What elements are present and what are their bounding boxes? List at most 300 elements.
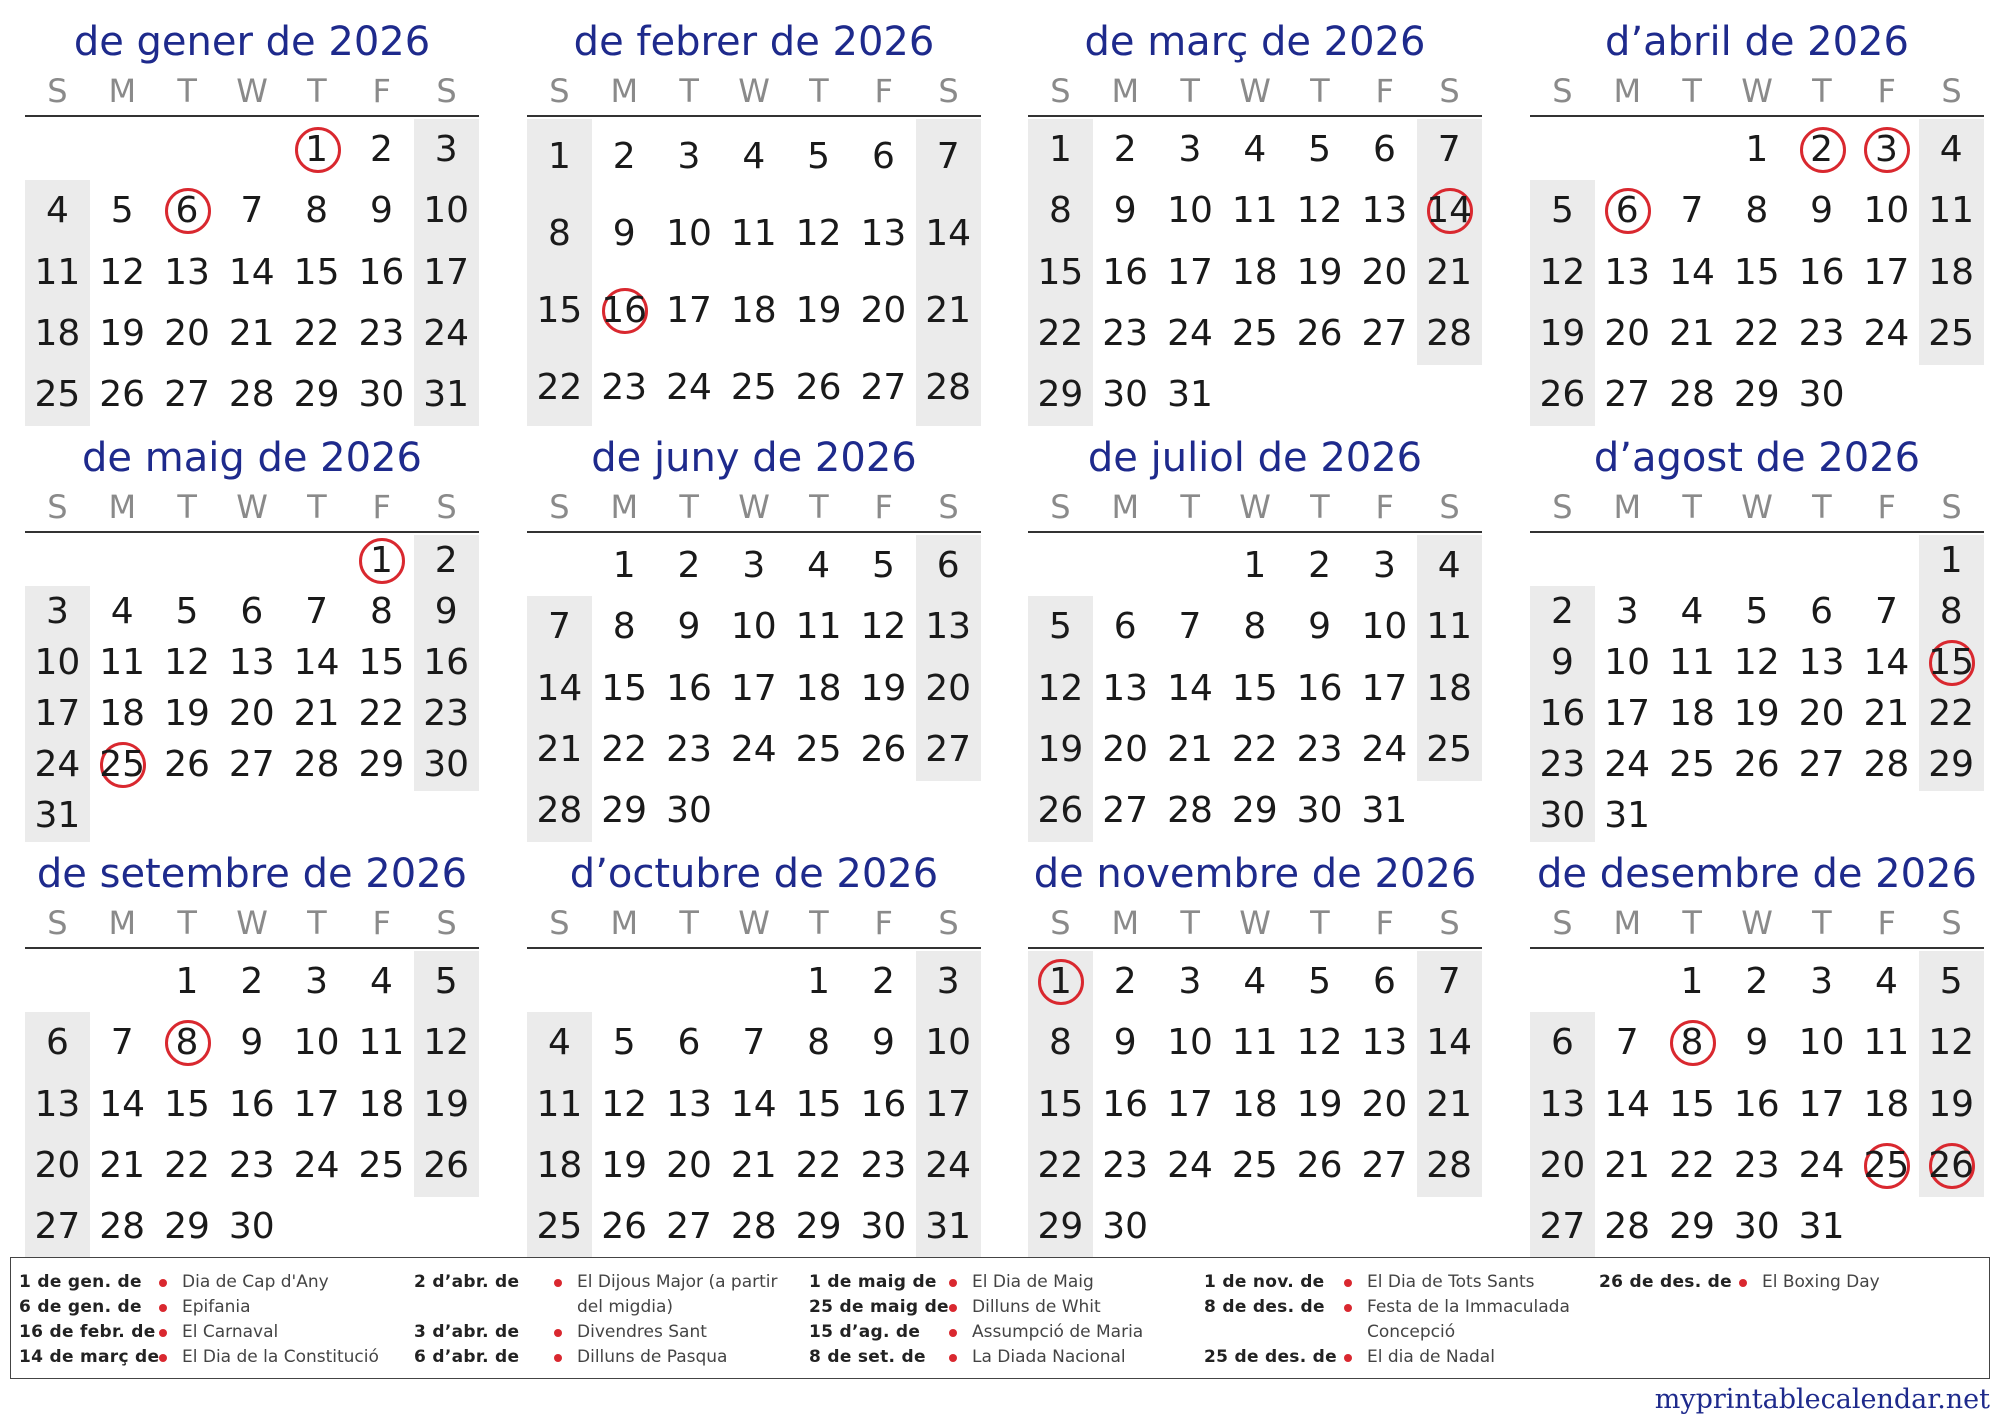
- weekday-header: [1028, 487, 1482, 527]
- weekday-label: S: [1552, 72, 1573, 110]
- day-number: 8: [1680, 1022, 1704, 1064]
- day-number: 29: [164, 1206, 210, 1248]
- day-number: 26: [601, 1206, 648, 1248]
- day-number: 17: [34, 693, 81, 735]
- holiday-name: El Carnaval: [182, 1322, 279, 1342]
- day-number: 13: [1539, 1083, 1586, 1125]
- day-number: 3: [305, 960, 329, 1002]
- day-number: 19: [601, 1144, 648, 1186]
- day-number: 22: [795, 1144, 842, 1186]
- month-day-grid: [1530, 535, 1984, 842]
- day-number: 7: [936, 136, 960, 178]
- day-number: 30: [1798, 374, 1845, 416]
- day-number: 2: [1745, 960, 1769, 1002]
- day-number: 16: [358, 251, 405, 293]
- weekday-label: W: [236, 72, 268, 110]
- day-number: 8: [807, 1022, 831, 1064]
- month-title: d’octubre de 2026: [569, 851, 939, 897]
- day-number: 3: [742, 544, 766, 586]
- day-number: 29: [1231, 790, 1278, 832]
- month-block: [527, 18, 981, 428]
- weekday-label: F: [372, 72, 391, 110]
- day-number: 1: [1745, 128, 1769, 170]
- day-number: 19: [860, 667, 907, 709]
- day-number: 28: [925, 366, 972, 408]
- day-number: 4: [1939, 128, 1963, 170]
- legend-item: [11, 1270, 401, 1295]
- day-number: 10: [1167, 1022, 1213, 1064]
- month-title: d’abril de 2026: [1605, 19, 1909, 65]
- day-number: 8: [1939, 590, 1963, 632]
- day-number: 9: [1113, 1022, 1137, 1064]
- day-number: 2: [1550, 590, 1574, 632]
- weekday-label: S: [938, 72, 959, 110]
- day-number: 19: [795, 289, 842, 331]
- weekday-label: F: [1375, 72, 1394, 110]
- day-number: 25: [730, 366, 777, 408]
- day-number: 28: [293, 744, 340, 786]
- holiday-name: Dilluns de Whit: [972, 1297, 1101, 1317]
- day-number: 31: [1798, 1206, 1845, 1248]
- weekday-label: W: [738, 72, 770, 110]
- day-number: 11: [34, 251, 81, 293]
- day-number: 15: [293, 251, 340, 293]
- legend-item: [801, 1345, 1191, 1370]
- month-day-grid: [25, 535, 479, 842]
- month-block: [1028, 18, 1482, 428]
- day-number: 20: [1102, 728, 1149, 770]
- day-number: 18: [358, 1083, 405, 1125]
- day-number: 12: [1928, 1022, 1975, 1064]
- day-number: 1: [1939, 539, 1963, 581]
- day-number: 27: [34, 1206, 81, 1248]
- bullet-icon: [1344, 1279, 1352, 1287]
- day-number: 4: [1243, 128, 1267, 170]
- holiday-date: 15 d’ag. de: [809, 1322, 921, 1342]
- month-title: de desembre de 2026: [1537, 851, 1977, 897]
- day-number: 20: [925, 667, 972, 709]
- day-number: 8: [175, 1022, 199, 1064]
- day-number: 29: [1037, 374, 1084, 416]
- day-number: 22: [164, 1144, 210, 1186]
- holiday-name: El Dijous Major (a partir del migdia): [577, 1272, 778, 1317]
- day-number: 21: [1669, 312, 1715, 354]
- day-number: 11: [1231, 1022, 1278, 1064]
- day-number: 20: [1798, 693, 1845, 735]
- day-number: 20: [860, 289, 907, 331]
- bullet-icon: [1739, 1279, 1747, 1287]
- legend-column: [406, 1270, 796, 1370]
- legend-column: [1196, 1270, 1586, 1370]
- day-number: 12: [423, 1022, 470, 1064]
- day-number: 29: [1928, 744, 1975, 786]
- day-number: 4: [369, 960, 393, 1002]
- day-number: 10: [1361, 606, 1408, 648]
- day-number: 24: [1361, 728, 1408, 770]
- header-divider: [527, 947, 981, 949]
- day-number: 14: [730, 1083, 777, 1125]
- legend-item: [406, 1270, 796, 1320]
- day-number: 6: [677, 1022, 701, 1064]
- day-number: 14: [293, 641, 340, 683]
- weekday-label: S: [47, 72, 68, 110]
- day-number: 14: [1604, 1083, 1651, 1125]
- day-number: 9: [1745, 1022, 1769, 1064]
- day-number: 6: [1372, 960, 1396, 1002]
- site-name[interactable]: myprintablecalendar.net: [1654, 1384, 1990, 1415]
- day-number: 26: [1037, 790, 1084, 832]
- day-number: 24: [1798, 1144, 1845, 1186]
- day-number: 27: [666, 1206, 712, 1248]
- day-number: 22: [358, 693, 405, 735]
- month-block: [1530, 850, 1984, 1260]
- bullet-icon: [1344, 1354, 1352, 1362]
- day-number: 25: [1928, 312, 1975, 354]
- holiday-name: Dia de Cap d'Any: [182, 1272, 329, 1292]
- weekday-label: T: [1310, 72, 1330, 110]
- day-number: 7: [1615, 1022, 1639, 1064]
- weekday-label: T: [1682, 904, 1702, 942]
- day-number: 17: [293, 1083, 340, 1125]
- day-number: 30: [423, 744, 470, 786]
- weekday-label: M: [1111, 904, 1140, 942]
- day-number: 23: [1102, 312, 1149, 354]
- day-number: 30: [1733, 1206, 1780, 1248]
- day-number: 25: [536, 1206, 583, 1248]
- day-number: 4: [1437, 544, 1461, 586]
- day-number: 27: [1102, 790, 1149, 832]
- day-number: 18: [1426, 667, 1473, 709]
- day-number: 29: [601, 790, 648, 832]
- day-number: 23: [860, 1144, 907, 1186]
- day-number: 31: [1604, 795, 1651, 837]
- day-number: 11: [536, 1083, 583, 1125]
- legend-item: [11, 1345, 401, 1370]
- day-number: 24: [423, 312, 470, 354]
- holiday-date: 8 de set. de: [809, 1347, 926, 1367]
- bullet-icon: [554, 1329, 562, 1337]
- day-number: 10: [1167, 190, 1213, 232]
- holiday-name: Festa de la Immaculada Concepció: [1367, 1297, 1570, 1342]
- weekday-label: S: [1050, 904, 1071, 942]
- day-number: 1: [1243, 544, 1267, 586]
- header-divider: [1530, 531, 1984, 533]
- day-number: 17: [1167, 1083, 1213, 1125]
- day-number: 18: [34, 312, 81, 354]
- weekday-label: T: [177, 488, 197, 526]
- legend-item: [11, 1295, 401, 1320]
- day-number: 19: [99, 312, 146, 354]
- day-number: 18: [99, 693, 146, 735]
- day-number: 21: [99, 1144, 146, 1186]
- day-number: 11: [795, 606, 842, 648]
- day-number: 7: [1437, 960, 1461, 1002]
- day-number: 25: [1231, 1144, 1278, 1186]
- day-number: 31: [1361, 790, 1408, 832]
- header-divider: [25, 531, 479, 533]
- day-number: 28: [1167, 790, 1213, 832]
- day-number: 29: [1037, 1206, 1084, 1248]
- weekday-label: S: [436, 488, 457, 526]
- day-number: 21: [536, 728, 583, 770]
- day-number: 2: [1113, 128, 1137, 170]
- weekday-label: T: [1180, 488, 1200, 526]
- day-number: 5: [1308, 960, 1332, 1002]
- day-number: 15: [1037, 251, 1084, 293]
- day-number: 17: [925, 1083, 972, 1125]
- day-number: 1: [612, 544, 636, 586]
- bullet-icon: [159, 1354, 167, 1362]
- weekday-header: [527, 903, 981, 943]
- day-number: 24: [1863, 312, 1910, 354]
- day-number: 15: [601, 667, 648, 709]
- holiday-date: 14 de març de: [19, 1347, 160, 1367]
- day-number: 10: [925, 1022, 972, 1064]
- day-number: 19: [1037, 728, 1084, 770]
- day-number: 23: [358, 312, 405, 354]
- day-number: 26: [1733, 744, 1780, 786]
- day-number: 8: [1048, 190, 1072, 232]
- weekday-header: [1530, 903, 1984, 943]
- day-number: 17: [1167, 251, 1213, 293]
- weekday-label: S: [1941, 488, 1962, 526]
- day-number: 7: [1437, 128, 1461, 170]
- day-number: 21: [1426, 1083, 1473, 1125]
- legend-item: [801, 1320, 1191, 1345]
- weekday-label: W: [1741, 488, 1773, 526]
- day-number: 12: [860, 606, 907, 648]
- day-number: 31: [1167, 374, 1213, 416]
- weekday-label: W: [1741, 904, 1773, 942]
- weekday-label: F: [372, 488, 391, 526]
- day-number: 1: [1048, 128, 1072, 170]
- weekday-label: S: [436, 904, 457, 942]
- holiday-name: El Dia de Maig: [972, 1272, 1094, 1292]
- month-day-grid: [1530, 119, 1984, 426]
- day-number: 30: [860, 1206, 907, 1248]
- day-number: 26: [1296, 1144, 1343, 1186]
- weekday-label: S: [549, 904, 570, 942]
- day-number: 5: [871, 544, 895, 586]
- day-number: 28: [99, 1206, 146, 1248]
- day-number: 2: [677, 544, 701, 586]
- weekday-label: F: [372, 904, 391, 942]
- day-number: 13: [1361, 1022, 1408, 1064]
- day-number: 10: [1798, 1022, 1845, 1064]
- weekday-label: S: [1050, 72, 1071, 110]
- weekday-label: W: [1239, 904, 1271, 942]
- day-number: 20: [228, 693, 275, 735]
- day-number: 13: [228, 641, 275, 683]
- weekday-label: T: [177, 72, 197, 110]
- day-number: 2: [434, 539, 458, 581]
- month-block: [1028, 434, 1482, 844]
- day-number: 6: [1615, 190, 1639, 232]
- day-number: 23: [666, 728, 712, 770]
- day-number: 6: [1372, 128, 1396, 170]
- day-number: 9: [240, 1022, 264, 1064]
- day-number: 18: [795, 667, 842, 709]
- day-number: 19: [1296, 251, 1343, 293]
- holiday-date: 25 de des. de: [1204, 1347, 1337, 1367]
- day-number: 8: [612, 606, 636, 648]
- day-number: 17: [1604, 693, 1651, 735]
- month-title: de gener de 2026: [73, 19, 431, 65]
- weekday-label: S: [1552, 488, 1573, 526]
- weekday-label: M: [108, 488, 137, 526]
- day-number: 17: [1863, 251, 1910, 293]
- day-number: 22: [536, 366, 583, 408]
- weekday-header: [1530, 71, 1984, 111]
- day-number: 3: [45, 590, 69, 632]
- day-number: 21: [1604, 1144, 1651, 1186]
- day-number: 2: [612, 136, 636, 178]
- month-title: de juliol de 2026: [1087, 435, 1423, 481]
- day-number: 17: [1798, 1083, 1845, 1125]
- month-block: [25, 434, 479, 844]
- legend-item: [1591, 1270, 1981, 1295]
- weekday-label: T: [307, 488, 327, 526]
- day-number: 20: [1539, 1144, 1586, 1186]
- day-number: 23: [1102, 1144, 1149, 1186]
- day-number: 21: [925, 289, 972, 331]
- day-number: 10: [730, 606, 777, 648]
- day-number: 14: [1426, 190, 1473, 232]
- bullet-icon: [949, 1279, 957, 1287]
- day-number: 20: [1361, 1083, 1408, 1125]
- day-number: 1: [175, 960, 199, 1002]
- month-day-grid: [1028, 535, 1482, 842]
- weekday-label: T: [1682, 488, 1702, 526]
- weekday-label: W: [1239, 72, 1271, 110]
- day-number: 21: [1863, 693, 1910, 735]
- day-number: 10: [34, 641, 81, 683]
- legend-item: [1196, 1270, 1586, 1295]
- weekday-label: T: [679, 488, 699, 526]
- day-number: 27: [228, 744, 275, 786]
- day-number: 27: [1361, 1144, 1408, 1186]
- month-block: [527, 434, 981, 844]
- weekday-label: S: [47, 904, 68, 942]
- day-number: 16: [228, 1083, 275, 1125]
- day-number: 26: [860, 728, 907, 770]
- day-number: 28: [1669, 374, 1715, 416]
- holiday-date: 16 de febr. de: [19, 1322, 156, 1342]
- weekday-label: T: [1812, 904, 1832, 942]
- day-number: 14: [1426, 1022, 1473, 1064]
- day-number: 10: [1604, 641, 1651, 683]
- day-number: 9: [1550, 641, 1574, 683]
- day-number: 23: [228, 1144, 275, 1186]
- day-number: 13: [666, 1083, 712, 1125]
- weekday-label: S: [549, 72, 570, 110]
- weekday-label: W: [738, 904, 770, 942]
- day-number: 19: [1733, 693, 1780, 735]
- day-number: 25: [1863, 1144, 1910, 1186]
- month-title: de novembre de 2026: [1033, 851, 1477, 897]
- month-title: d’agost de 2026: [1593, 435, 1921, 481]
- day-number: 3: [1874, 128, 1898, 170]
- holiday-date: 6 de gen. de: [19, 1297, 142, 1317]
- month-block: [1530, 18, 1984, 428]
- holiday-name: La Diada Nacional: [972, 1347, 1126, 1367]
- weekday-label: S: [549, 488, 570, 526]
- day-number: 9: [1810, 190, 1834, 232]
- day-number: 2: [1810, 128, 1834, 170]
- weekday-label: T: [1180, 72, 1200, 110]
- day-number: 7: [1178, 606, 1202, 648]
- month-day-grid: [527, 951, 981, 1258]
- day-number: 2: [1113, 960, 1137, 1002]
- month-title: de maig de 2026: [82, 435, 422, 481]
- day-number: 5: [1939, 960, 1963, 1002]
- day-number: 24: [925, 1144, 972, 1186]
- day-number: 3: [1372, 544, 1396, 586]
- day-number: 25: [795, 728, 842, 770]
- day-number: 15: [1928, 641, 1975, 683]
- holiday-name: Divendres Sant: [577, 1322, 707, 1342]
- day-number: 4: [807, 544, 831, 586]
- day-number: 13: [34, 1083, 81, 1125]
- weekday-label: T: [177, 904, 197, 942]
- weekday-header: [25, 903, 479, 943]
- weekday-label: F: [1877, 904, 1896, 942]
- day-number: 31: [423, 374, 470, 416]
- legend-item: [11, 1320, 401, 1345]
- day-number: 12: [795, 213, 842, 255]
- day-number: 25: [1669, 744, 1715, 786]
- holiday-date: 3 d’abr. de: [414, 1322, 520, 1342]
- day-number: 11: [1863, 1022, 1910, 1064]
- day-number: 11: [730, 213, 777, 255]
- day-number: 26: [795, 366, 842, 408]
- weekday-label: S: [47, 488, 68, 526]
- day-number: 24: [1167, 312, 1213, 354]
- weekday-label: T: [1310, 904, 1330, 942]
- legend-item: [801, 1295, 1191, 1320]
- day-number: 28: [1863, 744, 1910, 786]
- day-number: 27: [925, 728, 972, 770]
- month-day-grid: [25, 119, 479, 426]
- weekday-header: [527, 71, 981, 111]
- day-number: 9: [677, 606, 701, 648]
- day-number: 4: [1680, 590, 1704, 632]
- day-number: 20: [1604, 312, 1651, 354]
- day-number: 2: [369, 128, 393, 170]
- weekday-label: F: [874, 904, 893, 942]
- weekday-label: M: [1613, 72, 1642, 110]
- day-number: 27: [1361, 312, 1408, 354]
- bullet-icon: [159, 1329, 167, 1337]
- header-divider: [25, 947, 479, 949]
- header-divider: [527, 115, 981, 117]
- day-number: 22: [601, 728, 648, 770]
- day-number: 28: [1426, 312, 1473, 354]
- day-number: 5: [1048, 606, 1072, 648]
- weekday-label: T: [809, 488, 829, 526]
- day-number: 18: [1231, 251, 1278, 293]
- day-number: 17: [1361, 667, 1408, 709]
- day-number: 14: [1863, 641, 1910, 683]
- day-number: 9: [1308, 606, 1332, 648]
- day-number: 15: [164, 1083, 210, 1125]
- day-number: 21: [1167, 728, 1213, 770]
- day-number: 22: [1669, 1144, 1715, 1186]
- weekday-label: T: [809, 904, 829, 942]
- holiday-date: 2 d’abr. de: [414, 1272, 520, 1292]
- day-number: 29: [358, 744, 405, 786]
- day-number: 5: [1745, 590, 1769, 632]
